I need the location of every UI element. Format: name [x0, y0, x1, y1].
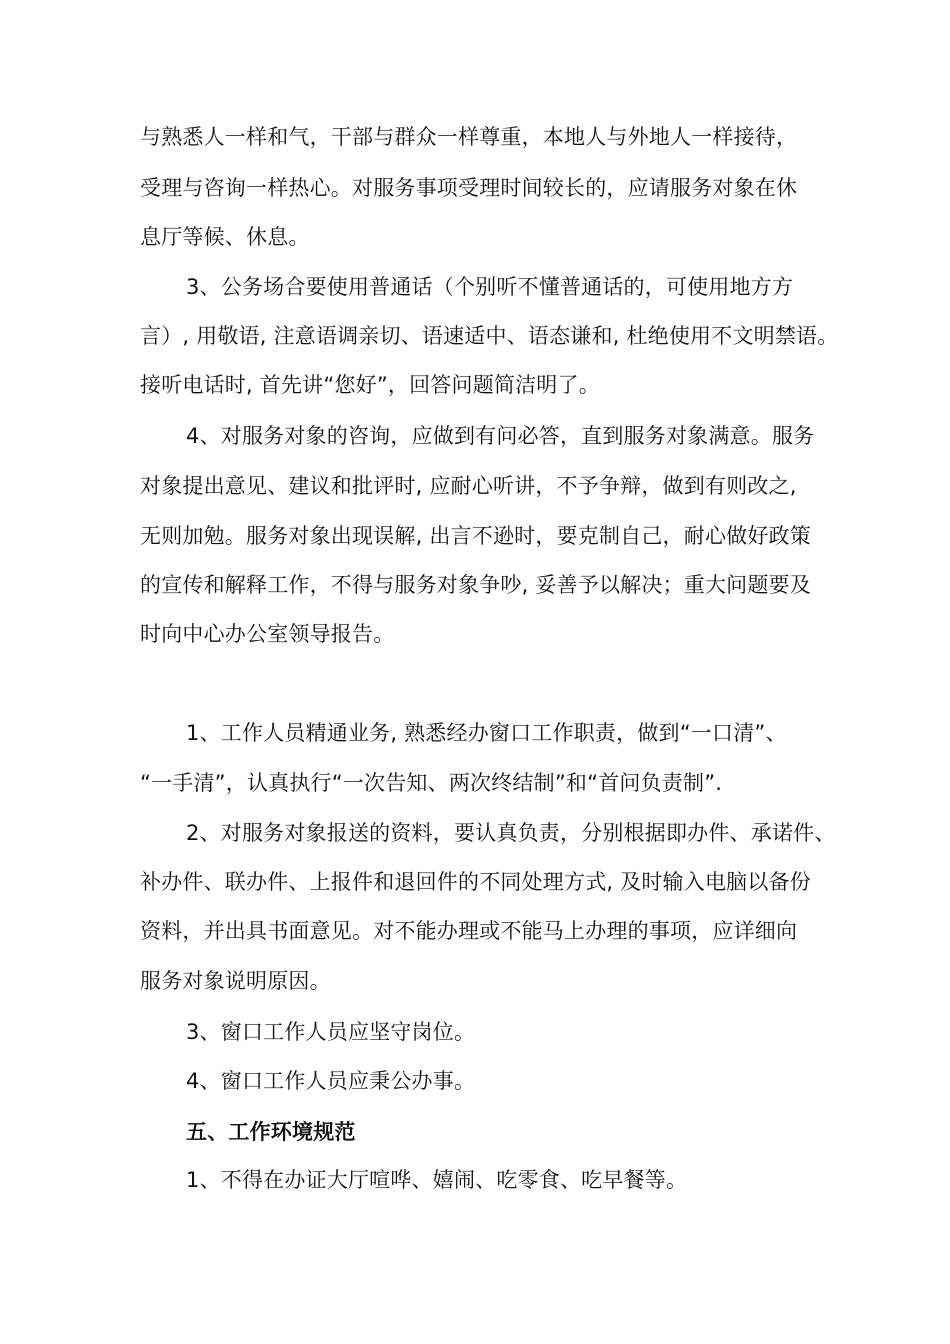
paragraph-line: 言）, 用敬语, 注意语调亲切、语速适中、语态谦和, 杜绝使用不文明禁语。	[140, 324, 839, 348]
paragraph-line: 息厅等候、休息。	[140, 225, 310, 249]
paragraph-line: 3、公务场合要使用普通话（个别听不懂普通话的，可使用地方方	[186, 275, 794, 299]
paragraph-line: 受理与咨询一样热心。对服务事项受理时间较长的，应请服务对象在休	[140, 176, 798, 200]
section-heading: 五、工作环境规范	[186, 1120, 356, 1144]
paragraph-line: 4、窗口工作人员应秉公办事。	[186, 1069, 476, 1093]
paragraph-line: “一手清”，认真执行“一次告知、两次终结制”和“首问负责制”.	[140, 771, 723, 795]
paragraph-line: 补办件、联办件、上报件和退回件的不同处理方式, 及时输入电脑以备份	[140, 870, 811, 894]
paragraph-line: 接听电话时, 首先讲“您好”，回答问题简洁明了。	[140, 373, 600, 397]
paragraph-line: 与熟悉人一样和气，干部与群众一样尊重，本地人与外地人一样接待，	[140, 125, 798, 149]
paragraph-line: 时向中心办公室领导报告。	[140, 622, 395, 646]
paragraph-line: 服务对象说明原因。	[140, 969, 331, 993]
paragraph-line: 2、对服务对象报送的资料，要认真负责，分别根据即办件、承诺件、	[186, 821, 836, 845]
paragraph-line: 对象提出意见、建议和批评时, 应耐心听讲，不予争辩，做到有则改之,	[140, 474, 797, 498]
paragraph-line: 1、工作人员精通业务, 熟悉经办窗口工作职责，做到“一口清”、	[186, 721, 787, 745]
paragraph-line: 3、窗口工作人员应坚守岗位。	[186, 1020, 476, 1044]
paragraph-line: 4、对服务对象的咨询，应做到有问必答，直到服务对象满意。服务	[186, 424, 815, 448]
paragraph-line: 资料，并出具书面意见。对不能办理或不能马上办理的事项，应详细向	[140, 919, 798, 943]
paragraph-line: 的宣传和解释工作，不得与服务对象争吵, 妥善予以解决；重大问题要及	[140, 573, 811, 597]
paragraph-line: 无则加勉。服务对象出现误解, 出言不逊时，要克制自己，耐心做好政策	[140, 524, 811, 548]
paragraph-line: 1、不得在办证大厅喧哗、嬉闹、吃零食、吃早餐等。	[186, 1168, 688, 1192]
